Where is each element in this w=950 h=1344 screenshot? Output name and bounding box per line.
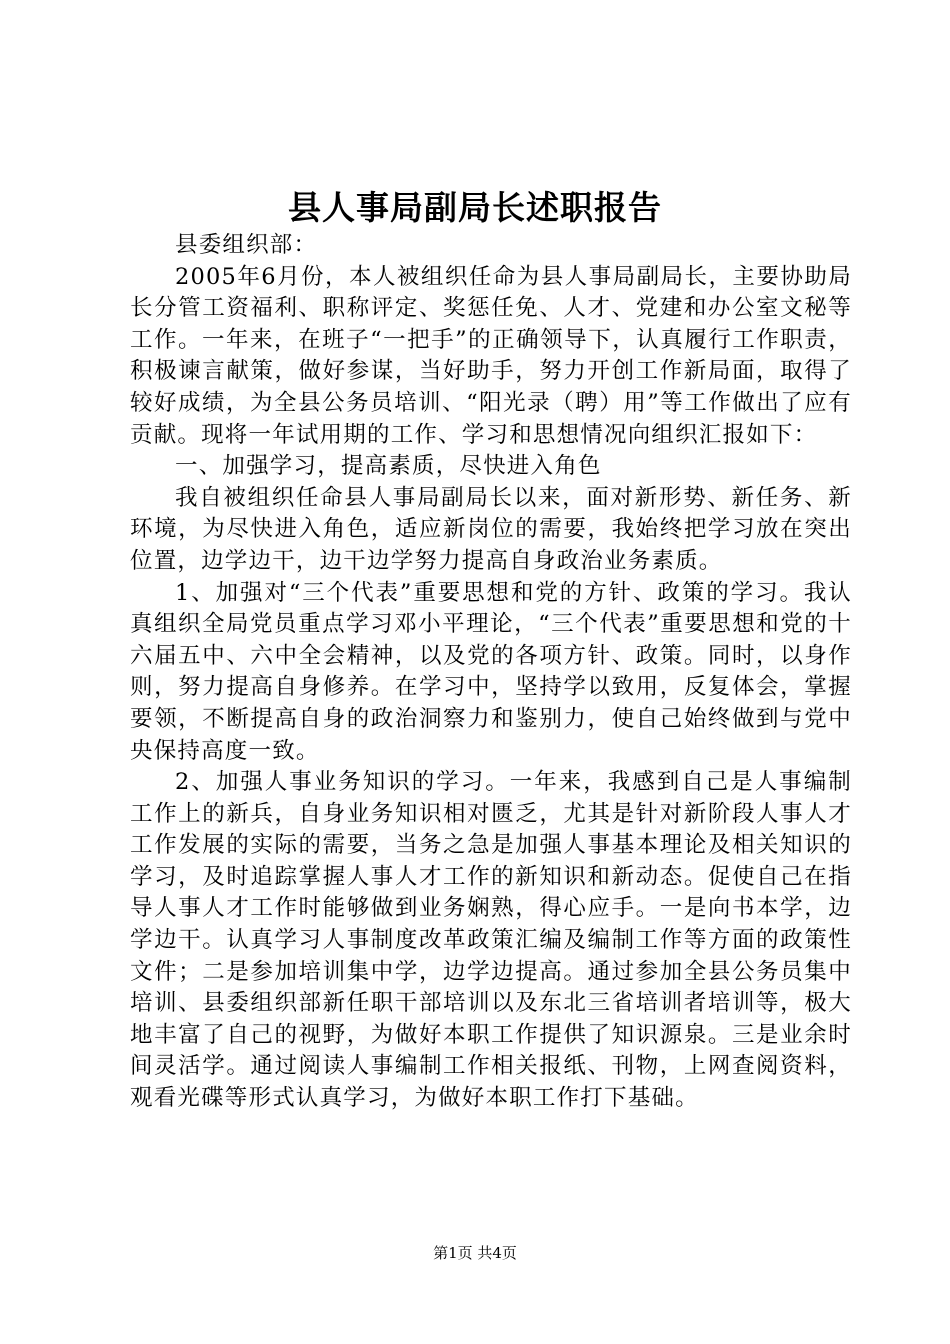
page-footer: 第1页 共4页 [433, 1244, 517, 1262]
salutation: 县委组织部： [175, 232, 318, 258]
intro-paragraph: 2005年6月份，本人被组织任命为县人事局副局长，主要协助局长分管工资福利、职称评定、奖惩任免、人才、党建和办公室文秘等工作。一年来，在班子“一把手”的正确领导下，认真履行工作职责，积极谏言献策，做好参谋，当好助手，努力开创工作新局面，取得了较好成绩，为全县公务员培训、“阳光录（聘）用”等工作做出了应有贡献。现将一年试用期的工作、学习和思想情况向组织汇报如下： [130, 263, 852, 448]
item-2-paragraph: 2、加强人事业务知识的学习。一年来，我感到自己是人事编制工作上的新兵，自身业务知识相对匮乏，尤其是针对新阶段人事人才工作发展的实际的需要，当务之急是加强人事基本理论及相关知识的学习，及时追踪掌握人事人才工作的新知识和新动态。促使自己在指导人事人才工作时能够做到业务娴熟，得心应手。一是向书本学，边学边干。认真学习人事制度改革政策汇编及编制工作等方面的政策性文件；二是参加培训集中学，边学边提高。通过参加全县公务员集中培训、县委组织部新任职干部培训以及东北三省培训者培训等，极大地丰富了自己的视野，为做好本职工作提供了知识源泉。三是业余时间灵活学。通过阅读人事编制工作相关报纸、刊物，上网查阅资料，观看光碟等形式认真学习，为做好本职工作打下基础。 [130, 769, 852, 1112]
document-body [130, 230, 852, 1115]
section-heading: 一、加强学习，提高素质，尽快进入角色 [175, 453, 602, 480]
item-1-paragraph: 1、加强对“三个代表”重要思想和党的方针、政策的学习。我认真组织全局党员重点学习邓小平理论，“三个代表”重要思想和党的十六届五中、六中全会精神，以及党的各项方针、政策。同时，以身作则，努力提高自身修养。在学习中，坚持学以致用，反复体会，掌握要领，不断提高自身的政治洞察力和鉴别力，使自己始终做到与党中央保持高度一致。 [130, 579, 852, 764]
section-paragraph: 我自被组织任命县人事局副局长以来，面对新形势、新任务、新环境，为尽快进入角色，适应新岗位的需要，我始终把学习放在突出位置，边学边干，边干边学努力提高自身政治业务素质。 [130, 484, 852, 574]
document-title: 县人事局副局长述职报告 [288, 188, 662, 227]
